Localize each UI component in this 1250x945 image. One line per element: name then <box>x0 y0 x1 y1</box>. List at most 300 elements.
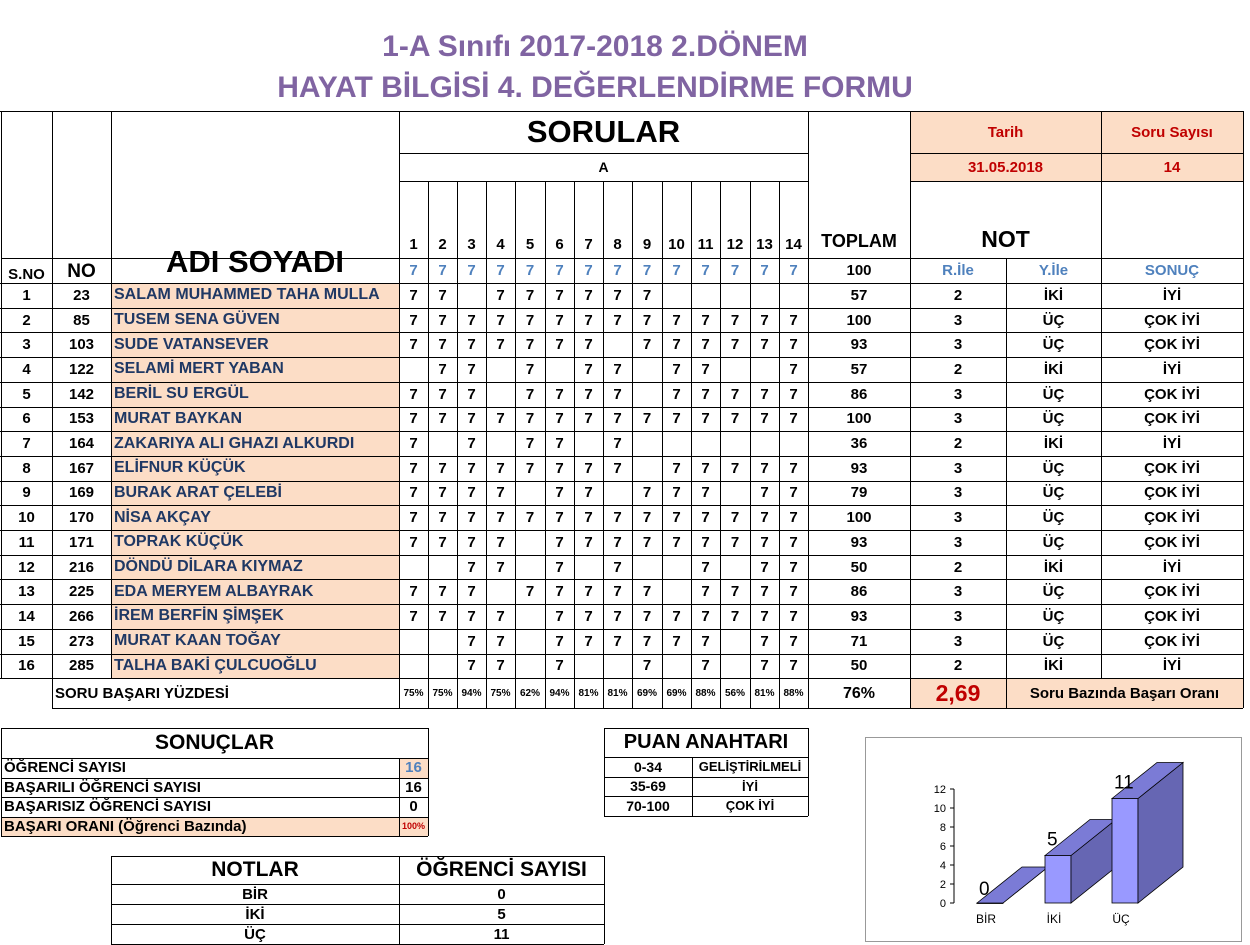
row-grade-word: İKİ <box>1043 657 1064 675</box>
row-score: 7 <box>584 607 593 625</box>
form-title-line1: 1-A Sınıfı 2017-2018 2.DÖNEM <box>382 30 808 63</box>
row-score <box>632 555 662 580</box>
row-result: ÇOK İYİ <box>1144 410 1200 428</box>
row-score <box>515 481 545 506</box>
row-score <box>662 431 691 456</box>
row-score <box>632 357 662 382</box>
question-success-percent: 81% <box>754 688 775 699</box>
row-sno: 7 <box>22 435 31 453</box>
row-score: 7 <box>789 360 798 378</box>
row-no: 122 <box>68 360 95 378</box>
question-number: 2 <box>438 235 447 253</box>
row-no: 153 <box>68 410 95 428</box>
row-grade-number: 2 <box>953 558 963 576</box>
row-score: 7 <box>642 657 652 675</box>
header-group: A <box>598 159 609 175</box>
row-score: 7 <box>642 286 652 304</box>
row-sno: 4 <box>22 360 31 378</box>
row-score: 7 <box>555 509 564 527</box>
row-score: 7 <box>438 336 447 354</box>
row-score: 7 <box>789 607 798 625</box>
row-no: 285 <box>68 657 95 675</box>
row-result: ÇOK İYİ <box>1144 509 1200 527</box>
puan-anahtari-title: PUAN ANAHTARI <box>623 731 789 753</box>
grid-line <box>604 856 605 944</box>
category-label: BİR <box>975 912 997 926</box>
row-total: 57 <box>850 286 868 304</box>
row-total: 93 <box>850 533 868 551</box>
row-grade-word: ÜÇ <box>1042 583 1065 601</box>
bar-1 <box>1045 856 1071 904</box>
row-student-name: TALHA BAKİ ÇULCUOĞLU <box>114 656 317 674</box>
question-number: 7 <box>584 235 593 253</box>
row-score: 7 <box>672 533 681 551</box>
row-grade-number: 3 <box>953 484 963 502</box>
row-score <box>720 431 750 456</box>
sonuclar-label: BAŞARILI ÖĞRENCİ SAYISI <box>4 778 201 796</box>
sonuclar-value: 100% <box>399 817 428 837</box>
row-result: İYİ <box>1162 360 1182 378</box>
row-score: 7 <box>496 459 505 477</box>
grid-line <box>1 111 2 678</box>
question-point: 7 <box>555 262 564 279</box>
row-score: 7 <box>701 484 710 502</box>
row-score: 7 <box>467 311 476 329</box>
grid-line <box>604 816 808 817</box>
grade-name: ÜÇ <box>244 925 266 943</box>
row-total: 57 <box>850 360 868 378</box>
grid-line <box>52 258 111 259</box>
row-score: 7 <box>789 583 798 601</box>
row-result: İYİ <box>1162 286 1182 304</box>
grid-line <box>0 431 1243 432</box>
sonuclar-title: SONUÇLAR <box>155 731 274 754</box>
row-score: 7 <box>496 484 505 502</box>
row-student-name: TUSEM SENA GÜVEN <box>114 311 280 329</box>
row-score: 7 <box>467 360 476 378</box>
row-grade-number: 2 <box>953 435 963 453</box>
grid-line <box>111 904 604 905</box>
row-score: 7 <box>525 583 535 601</box>
row-score <box>662 654 691 679</box>
grid-line <box>0 629 1243 630</box>
question-success-percent: 81% <box>578 688 599 699</box>
grid-line <box>808 728 809 816</box>
row-score: 7 <box>760 484 769 502</box>
row-score: 7 <box>760 533 769 551</box>
row-score: 7 <box>701 509 710 527</box>
row-score: 7 <box>555 286 564 304</box>
grid-line <box>604 757 808 758</box>
row-no: 103 <box>68 336 95 354</box>
row-score: 7 <box>760 385 769 403</box>
row-score: 7 <box>701 607 710 625</box>
score-label: ÇOK İYİ <box>725 798 775 814</box>
row-score: 7 <box>584 385 593 403</box>
question-point: 7 <box>525 262 535 279</box>
row-score <box>632 431 662 456</box>
row-score: 7 <box>730 385 740 403</box>
sonuclar-label: BAŞARISIZ ÖĞRENCİ SAYISI <box>4 798 211 816</box>
row-score: 7 <box>672 484 681 502</box>
grid-line <box>604 728 808 729</box>
row-score: 7 <box>642 632 652 650</box>
bar-value-label: 11 <box>1114 772 1134 794</box>
grid-line <box>1 758 428 759</box>
header-no: NO <box>67 261 96 282</box>
question-number: 4 <box>496 235 505 253</box>
row-score: 7 <box>730 533 740 551</box>
grid-line <box>399 153 808 154</box>
row-score <box>515 604 545 629</box>
question-number: 13 <box>756 235 773 253</box>
question-point: 7 <box>789 262 798 279</box>
row-sno: 13 <box>18 583 35 601</box>
score-range: 0-34 <box>633 758 663 775</box>
row-score: 7 <box>409 509 418 527</box>
row-score <box>545 357 574 382</box>
row-grade-word: ÜÇ <box>1042 607 1065 625</box>
row-total: 36 <box>850 435 868 453</box>
row-score: 7 <box>701 385 710 403</box>
summary-label: SORU BAŞARI YÜZDESİ <box>55 685 229 702</box>
row-score <box>428 555 457 580</box>
total-percent: 76% <box>842 684 876 702</box>
row-no: 170 <box>68 509 95 527</box>
grid-line <box>632 181 633 708</box>
sonuclar-value: 16 <box>399 758 428 778</box>
row-score: 7 <box>555 632 564 650</box>
row-score <box>399 654 428 679</box>
row-score: 7 <box>409 607 418 625</box>
y-tick-label: 12 <box>933 784 946 796</box>
row-grade-number: 3 <box>953 607 963 625</box>
row-score: 7 <box>438 509 447 527</box>
question-point: 7 <box>613 262 622 279</box>
row-score <box>399 555 428 580</box>
row-result: İYİ <box>1162 558 1182 576</box>
row-score: 7 <box>584 311 593 329</box>
row-no: 171 <box>68 533 95 551</box>
grid-line <box>399 758 400 836</box>
row-score: 7 <box>467 509 476 527</box>
header-name: ADI SOYADI <box>165 243 344 279</box>
row-student-name: ELİFNUR KÜÇÜK <box>114 459 246 477</box>
row-score: 7 <box>789 484 798 502</box>
row-score: 7 <box>555 533 564 551</box>
row-score <box>750 283 779 308</box>
row-score: 7 <box>789 533 798 551</box>
row-score <box>632 456 662 481</box>
row-total: 86 <box>850 385 868 403</box>
row-score: 7 <box>409 533 418 551</box>
row-score: 7 <box>760 509 769 527</box>
row-score <box>428 654 457 679</box>
y-tick-label: 0 <box>939 898 946 910</box>
question-number: 12 <box>726 235 744 253</box>
question-point: 7 <box>730 262 740 279</box>
row-score: 7 <box>642 533 652 551</box>
row-sno: 9 <box>22 484 31 502</box>
row-grade-word: İKİ <box>1043 435 1064 453</box>
max-total: 100 <box>846 262 872 279</box>
row-result: ÇOK İYİ <box>1144 533 1200 551</box>
grade-distribution-chart <box>865 737 1242 942</box>
question-number: 1 <box>409 235 418 253</box>
row-student-name: BERİL SU ERGÜL <box>114 385 249 403</box>
row-score: 7 <box>730 607 740 625</box>
row-score: 7 <box>496 410 505 428</box>
row-total: 50 <box>850 558 868 576</box>
row-score: 7 <box>701 533 710 551</box>
row-score: 7 <box>438 360 447 378</box>
question-point: 7 <box>438 262 447 279</box>
row-score: 7 <box>555 583 564 601</box>
row-sno: 6 <box>22 410 31 428</box>
question-point: 7 <box>672 262 681 279</box>
row-result: ÇOK İYİ <box>1144 336 1200 354</box>
row-sno: 11 <box>18 533 35 551</box>
question-success-percent: 75% <box>432 688 453 699</box>
row-total: 50 <box>850 657 868 675</box>
row-grade-word: ÜÇ <box>1042 336 1065 354</box>
grid-line <box>0 308 1243 309</box>
row-grade-number: 3 <box>953 410 963 428</box>
form-title-line2: HAYAT BİLGİSİ 4. DEĞERLENDİRME FORMU <box>277 71 913 104</box>
row-score: 7 <box>613 533 622 551</box>
row-sno: 1 <box>22 286 31 304</box>
row-score: 7 <box>672 385 681 403</box>
row-score: 7 <box>525 311 535 329</box>
row-total: 93 <box>850 607 868 625</box>
question-number: 9 <box>642 235 652 253</box>
row-score: 7 <box>409 385 418 403</box>
question-success-percent: 88% <box>695 688 716 699</box>
row-score: 7 <box>496 336 505 354</box>
row-score: 7 <box>613 385 622 403</box>
row-score: 7 <box>525 459 535 477</box>
row-score <box>603 654 632 679</box>
row-score <box>574 654 603 679</box>
grid-line <box>399 111 400 708</box>
row-score: 7 <box>555 607 564 625</box>
row-student-name: EDA MERYEM ALBAYRAK <box>114 582 314 600</box>
row-score: 7 <box>438 607 447 625</box>
question-success-percent: 69% <box>636 688 657 699</box>
row-score: 7 <box>555 459 564 477</box>
row-score: 7 <box>555 311 564 329</box>
grid-line <box>779 181 780 708</box>
grid-line <box>111 258 399 259</box>
bar-value-label: 5 <box>1047 829 1058 851</box>
grid-line <box>0 357 1243 358</box>
question-number: 6 <box>555 235 564 253</box>
row-score: 7 <box>467 583 476 601</box>
row-score: 7 <box>789 558 798 576</box>
row-score: 7 <box>496 286 505 304</box>
row-score: 7 <box>555 385 564 403</box>
row-score: 7 <box>496 533 505 551</box>
grid-line <box>604 777 808 778</box>
grid-line <box>662 181 663 708</box>
grid-line <box>0 678 1243 679</box>
tarih-value: 31.05.2018 <box>967 158 1044 176</box>
header-sonuc: SONUÇ <box>1144 262 1200 279</box>
row-score: 7 <box>701 632 710 650</box>
grid-line <box>603 181 604 708</box>
grid-line <box>910 153 1243 154</box>
row-score: 7 <box>467 435 476 453</box>
row-score: 7 <box>584 533 593 551</box>
row-score: 7 <box>613 509 622 527</box>
row-sno: 8 <box>22 459 31 477</box>
question-point: 7 <box>760 262 769 279</box>
row-result: ÇOK İYİ <box>1144 311 1200 329</box>
row-grade-word: İKİ <box>1043 360 1064 378</box>
row-score: 7 <box>730 336 740 354</box>
row-total: 93 <box>850 336 868 354</box>
grid-line <box>515 181 516 708</box>
row-score: 7 <box>672 509 681 527</box>
row-score <box>720 481 750 506</box>
question-success-percent: 75% <box>490 688 511 699</box>
row-score: 7 <box>613 607 622 625</box>
row-score: 7 <box>613 583 622 601</box>
sonuclar-label: BAŞARI ORANI (Öğrenci Bazında) <box>1 817 399 837</box>
row-grade-number: 3 <box>953 336 963 354</box>
row-student-name: TOPRAK KÜÇÜK <box>114 533 244 551</box>
question-number: 11 <box>697 235 714 253</box>
score-range: 70-100 <box>626 797 670 814</box>
row-score <box>662 555 691 580</box>
row-score: 7 <box>467 558 476 576</box>
bar-value-label: 0 <box>979 879 990 900</box>
question-success-percent: 75% <box>403 688 424 699</box>
row-score: 7 <box>467 459 476 477</box>
row-score <box>720 357 750 382</box>
row-score: 7 <box>642 607 652 625</box>
score-label: GELİŞTİRİLMELİ <box>698 759 802 775</box>
row-score: 7 <box>760 558 769 576</box>
question-number: 8 <box>613 235 622 253</box>
row-score <box>603 481 632 506</box>
row-no: 85 <box>73 311 90 329</box>
row-score <box>486 431 515 456</box>
row-student-name: ZAKARIYA ALI GHAZI ALKURDI <box>114 434 355 452</box>
row-score <box>632 382 662 407</box>
row-score: 7 <box>730 410 740 428</box>
row-score: 7 <box>584 583 593 601</box>
grid-line <box>0 579 1243 580</box>
row-score: 7 <box>438 286 447 304</box>
row-score: 7 <box>613 311 622 329</box>
row-sno: 15 <box>18 632 35 650</box>
row-score: 7 <box>525 509 535 527</box>
question-number: 14 <box>785 235 802 253</box>
row-sno: 3 <box>22 336 31 354</box>
score-range: 35-69 <box>630 778 666 795</box>
row-score: 7 <box>730 459 740 477</box>
row-score <box>574 555 603 580</box>
row-sno: 2 <box>22 311 31 329</box>
row-score: 7 <box>555 484 564 502</box>
row-score: 7 <box>701 459 710 477</box>
row-score: 7 <box>467 484 476 502</box>
row-total: 86 <box>850 583 868 601</box>
row-score <box>720 654 750 679</box>
row-score: 7 <box>701 311 710 329</box>
row-grade-word: ÜÇ <box>1042 533 1065 551</box>
row-score: 7 <box>789 509 798 527</box>
question-success-percent: 81% <box>607 688 628 699</box>
row-score: 7 <box>672 360 681 378</box>
row-score: 7 <box>555 410 564 428</box>
grid-line <box>692 757 693 816</box>
row-sno: 5 <box>22 385 31 403</box>
row-score <box>515 629 545 654</box>
row-total: 100 <box>846 509 872 527</box>
grid-line <box>574 181 575 708</box>
grid-line <box>1 836 428 837</box>
grid-line <box>0 456 1243 457</box>
score-label: İYİ <box>742 778 758 794</box>
row-score: 7 <box>496 558 505 576</box>
row-score: 7 <box>525 360 535 378</box>
row-score: 7 <box>409 336 418 354</box>
row-score: 7 <box>672 459 681 477</box>
row-score: 7 <box>760 410 769 428</box>
row-sno: 14 <box>18 607 35 625</box>
grid-line <box>691 181 692 708</box>
y-tick-label: 2 <box>939 879 946 891</box>
grade-count: 11 <box>493 925 510 943</box>
y-tick-label: 4 <box>939 860 946 872</box>
row-result: ÇOK İYİ <box>1144 607 1200 625</box>
row-result: ÇOK İYİ <box>1144 385 1200 403</box>
row-score: 7 <box>409 459 418 477</box>
header-y-ile: Y.İle <box>1038 262 1069 279</box>
row-score: 7 <box>525 385 535 403</box>
row-score: 7 <box>789 410 798 428</box>
row-score: 7 <box>467 385 476 403</box>
grid-line <box>52 111 53 708</box>
row-grade-word: ÜÇ <box>1042 459 1065 477</box>
row-score <box>515 654 545 679</box>
grid-line <box>1 728 2 836</box>
row-result: ÇOK İYİ <box>1144 632 1200 650</box>
question-number: 3 <box>467 235 476 253</box>
row-total: 100 <box>846 311 872 329</box>
row-score: 7 <box>438 484 447 502</box>
row-score: 7 <box>555 657 564 675</box>
row-grade-number: 3 <box>953 311 963 329</box>
header-toplam: TOPLAM <box>821 230 897 251</box>
grid-line <box>399 258 1243 259</box>
bar-2 <box>1112 799 1138 904</box>
row-score: 7 <box>467 533 476 551</box>
row-sno: 12 <box>18 558 35 576</box>
row-score: 7 <box>730 583 740 601</box>
row-score: 7 <box>613 286 622 304</box>
grid-line <box>1 728 428 729</box>
grid-line <box>111 856 112 944</box>
row-score: 7 <box>701 410 710 428</box>
row-grade-number: 2 <box>953 657 963 675</box>
row-score: 7 <box>760 657 769 675</box>
row-score: 7 <box>789 385 798 403</box>
row-score: 7 <box>584 484 593 502</box>
row-score: 7 <box>613 360 622 378</box>
